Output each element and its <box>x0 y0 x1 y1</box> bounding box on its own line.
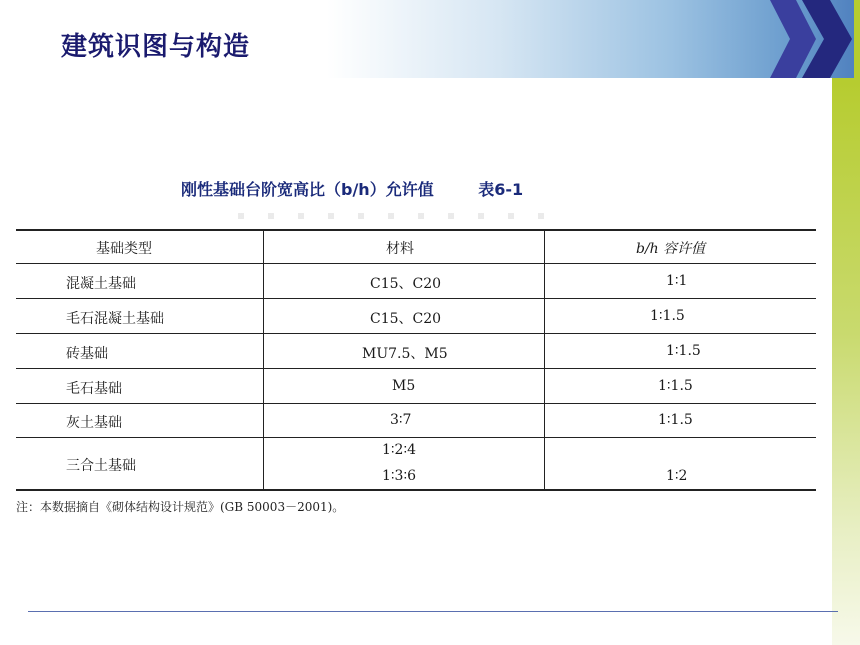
page-title: 建筑识图与构造 <box>61 32 251 62</box>
table-col-divider <box>544 229 545 491</box>
data-table <box>16 229 816 491</box>
table-col-divider <box>263 229 264 491</box>
row-material-line-2: 1∶3∶6 <box>382 468 417 484</box>
table-footnote: 注：本数据摘自《砌体结构设计规范》(GB 50003－2001)。 <box>16 500 345 514</box>
row-ratio: 1∶2 <box>666 468 688 484</box>
row-material: C15、C20 <box>370 276 442 292</box>
right-accent-bar <box>832 78 860 645</box>
table-row-rule <box>16 437 816 438</box>
row-type: 毛石基础 <box>66 381 122 397</box>
bottom-rule <box>28 611 838 612</box>
faint-bleed-text <box>238 213 558 219</box>
header-material: 材料 <box>386 241 414 257</box>
table-top-rule <box>16 229 816 231</box>
row-type: 砖基础 <box>66 346 108 362</box>
table-header-rule <box>16 263 816 264</box>
chevron-decoration <box>770 0 860 78</box>
row-ratio: 1∶1.5 <box>666 343 701 359</box>
chevron-accent <box>854 0 860 78</box>
row-ratio: 1∶1.5 <box>650 308 685 324</box>
table-row-rule <box>16 333 816 334</box>
row-type: 毛石混凝土基础 <box>66 311 164 327</box>
row-type: 灰土基础 <box>66 415 122 431</box>
row-material: 3∶7 <box>390 412 412 428</box>
row-material: MU7.5、M5 <box>362 346 448 362</box>
row-material: C15、C20 <box>370 311 442 327</box>
row-ratio: 1∶1.5 <box>658 378 693 394</box>
row-ratio: 1∶1 <box>666 273 688 289</box>
table-caption: 刚性基础台阶宽高比（b/h）允许值 表6-1 <box>181 180 524 199</box>
header-type: 基础类型 <box>96 241 152 257</box>
header-ratio: b/h 容许值 <box>636 241 706 257</box>
row-material: M5 <box>392 378 416 394</box>
row-type: 三合土基础 <box>66 458 136 474</box>
row-material-line-1: 1∶2∶4 <box>382 442 417 458</box>
row-type: 混凝土基础 <box>66 276 136 292</box>
table-row-rule <box>16 298 816 299</box>
table-bottom-rule <box>16 489 816 491</box>
table-row-rule <box>16 403 816 404</box>
row-ratio: 1∶1.5 <box>658 412 693 428</box>
table-row-rule <box>16 368 816 369</box>
